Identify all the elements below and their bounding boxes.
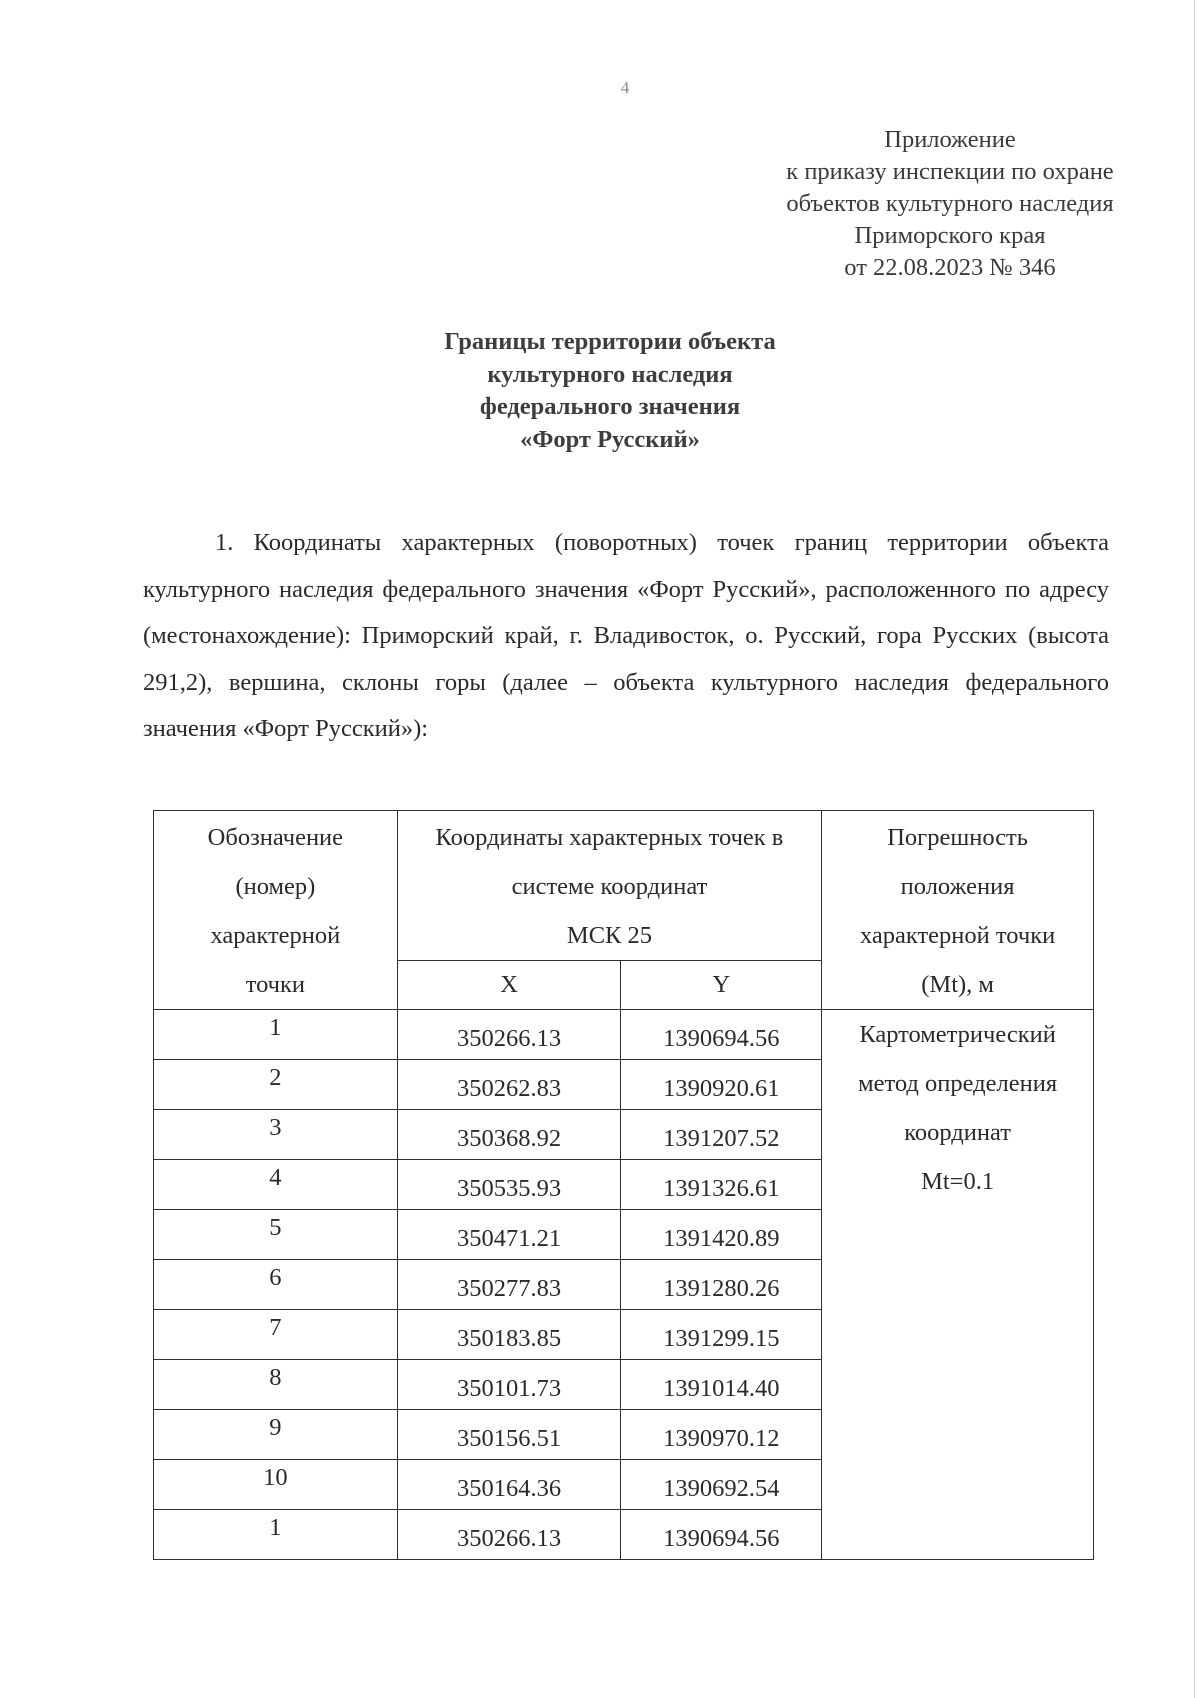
- scan-edge-line: [1194, 0, 1195, 1698]
- coordinates-table: [153, 810, 1094, 1560]
- x-coordinate: 350277.83: [397, 1260, 621, 1310]
- point-number: 6: [154, 1260, 398, 1310]
- appendix-line: от 22.08.2023 № 346: [844, 254, 1056, 281]
- appendix-line: Приложение: [884, 126, 1016, 153]
- accuracy-note: [822, 1010, 1094, 1560]
- y-coordinate: 1390694.56: [621, 1010, 822, 1060]
- title-line: федерального значения: [479, 393, 741, 420]
- header-line: характерной точки: [859, 922, 1056, 949]
- header-line: точки: [245, 971, 306, 998]
- title-line: Границы территории объекта: [444, 328, 776, 355]
- header-line: системе координат: [511, 873, 708, 900]
- y-coordinate: 1391299.15: [621, 1310, 822, 1360]
- y-coordinate: 1390970.12: [621, 1410, 822, 1460]
- header-line: (Mt), м: [921, 971, 994, 998]
- header-point-designation: [154, 811, 398, 1010]
- title-line: «Форт Русский»: [520, 425, 700, 453]
- y-coordinate: 1391207.52: [621, 1110, 822, 1160]
- accuracy-line: координат: [904, 1119, 1011, 1146]
- header-line: Обозначение: [207, 824, 344, 851]
- point-number: 2: [154, 1060, 398, 1110]
- x-coordinate: 350183.85: [397, 1310, 621, 1360]
- header-coordinates: [397, 811, 821, 961]
- x-coordinate: 350266.13: [397, 1510, 621, 1560]
- document-title: [340, 326, 880, 456]
- accuracy-line: Mt=0.1: [921, 1168, 995, 1195]
- point-number: 1: [154, 1510, 398, 1560]
- x-coordinate: 350156.51: [397, 1410, 621, 1460]
- appendix-line: к приказу инспекции по охране: [786, 158, 1114, 185]
- header-line: Координаты характерных точек в: [435, 824, 784, 851]
- x-coordinate: 350471.21: [397, 1210, 621, 1260]
- appendix-line: Приморского края: [854, 222, 1046, 249]
- x-coordinate: 350266.13: [397, 1010, 621, 1060]
- header-line: положения: [900, 873, 1015, 900]
- y-coordinate: 1391014.40: [621, 1360, 822, 1410]
- point-number: 8: [154, 1360, 398, 1410]
- y-coordinate: 1391326.61: [621, 1160, 822, 1210]
- body-paragraph: [143, 520, 1109, 753]
- table-row: [154, 1010, 1094, 1060]
- x-coordinate: 350535.93: [397, 1160, 621, 1210]
- accuracy-line: Картометрический: [859, 1021, 1056, 1048]
- header-line: (номер): [235, 873, 316, 900]
- y-coordinate: 1391280.26: [621, 1260, 822, 1310]
- header-accuracy: [822, 811, 1094, 1010]
- x-coordinate: 350368.92: [397, 1110, 621, 1160]
- y-coordinate: 1390920.61: [621, 1060, 822, 1110]
- appendix-header: [700, 124, 1200, 284]
- header-line: характерной: [210, 922, 341, 949]
- point-number: 9: [154, 1410, 398, 1460]
- paragraph-text: 1. Координаты характерных (поворотных) точек границ территории объекта культурного наследия федерального значения «Форт Русский», расположенного по адресу (местонахождение): Приморский край, г. Владивосток, о. Русский, гора Русских (высота 291,2), вершина, склоны горы (далее – объекта культурного наследия федерального значения «Форт Русский»):: [143, 529, 1109, 742]
- header-line: Погрешность: [887, 824, 1028, 851]
- point-number: 10: [154, 1460, 398, 1510]
- x-coordinate: 350164.36: [397, 1460, 621, 1510]
- page-number: 4: [620, 78, 630, 97]
- accuracy-line: метод определения: [858, 1070, 1058, 1097]
- y-coordinate: 1390692.54: [621, 1460, 822, 1510]
- x-coordinate: 350262.83: [397, 1060, 621, 1110]
- appendix-line: объектов культурного наследия: [786, 190, 1114, 217]
- y-coordinate: 1390694.56: [621, 1510, 822, 1560]
- header-x: X: [397, 961, 621, 1010]
- header-line: МСК 25: [566, 922, 652, 949]
- title-line: культурного наследия: [487, 360, 733, 388]
- header-y: Y: [621, 961, 822, 1010]
- point-number: 1: [154, 1010, 398, 1060]
- y-coordinate: 1391420.89: [621, 1210, 822, 1260]
- x-coordinate: 350101.73: [397, 1360, 621, 1410]
- point-number: 3: [154, 1110, 398, 1160]
- point-number: 7: [154, 1310, 398, 1360]
- point-number: 5: [154, 1210, 398, 1260]
- point-number: 4: [154, 1160, 398, 1210]
